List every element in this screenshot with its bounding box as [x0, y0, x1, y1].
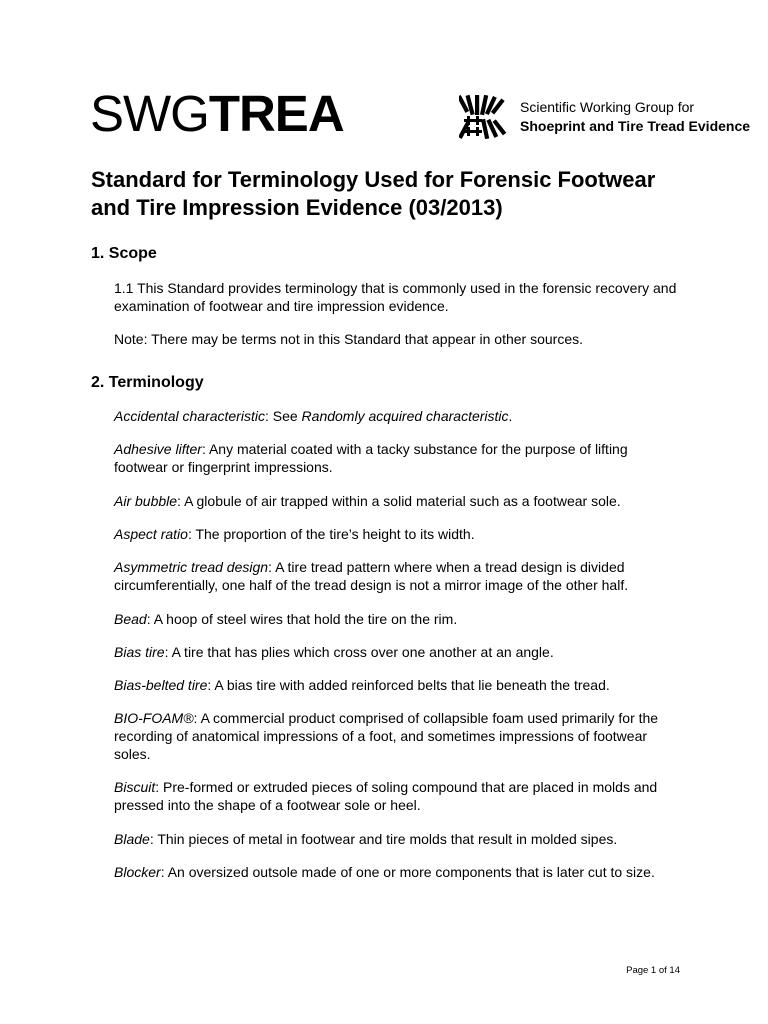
- term-name: Aspect ratio: [114, 526, 188, 542]
- term-definition: A hoop of steel wires that hold the tire on the rim.: [153, 611, 458, 627]
- term-separator: :: [164, 644, 172, 660]
- section-heading-scope: 1. Scope: [91, 245, 157, 262]
- term-separator: :: [177, 493, 185, 509]
- term-entry: [114, 676, 680, 694]
- term-name: Accidental characteristic: [114, 408, 265, 424]
- term-separator: :: [187, 526, 196, 542]
- term-name: Blade: [114, 831, 150, 847]
- term-definition: A commercial product comprised of collapsible foam used primarily for the recording of anatomical impressions of a foot, and sometimes impressions of footwear soles.: [114, 710, 659, 762]
- term-name: BIO-FOAM®: [114, 710, 194, 726]
- term-name: Air bubble: [114, 493, 178, 509]
- term-entry: [114, 863, 680, 881]
- term-definition: An oversized outsole made of one or more components that is later cut to size.: [167, 864, 655, 880]
- term-entry: [114, 709, 680, 763]
- swgtread-logo: [90, 85, 751, 142]
- term-name: Asymmetric tread design: [114, 559, 269, 575]
- term-name: Adhesive lifter: [114, 441, 202, 457]
- document-title: Standard for Terminology Used for Forensic Footwear and Tire Impression Evidence (03/2013): [91, 167, 656, 220]
- term-entry: [114, 778, 680, 814]
- term-separator: :: [268, 559, 276, 575]
- term-definition: A bias tire with added reinforced belts that lie beneath the tread.: [214, 677, 610, 693]
- logo-tagline-line2: Shoeprint and Tire Tread Evidence: [520, 118, 751, 134]
- term-separator: :: [160, 864, 168, 880]
- term-definition: A globule of air trapped within a solid material such as a footwear sole.: [184, 493, 621, 509]
- term-cross-reference: Randomly acquired characteristic: [301, 408, 509, 424]
- term-definition: Thin pieces of metal in footwear and tire molds that result in molded sipes.: [157, 831, 618, 847]
- logo-wordmark: [90, 85, 344, 142]
- term-name: Biscuit: [114, 779, 156, 795]
- logo-wordmark-light: SWG: [90, 85, 209, 142]
- logo-wordmark-heavy: TREA: [208, 85, 344, 142]
- scope-paragraph: 1.1 This Standard provides terminology that is commonly used in the forensic recovery and examination of footwear and tire impression evidence.: [114, 280, 677, 314]
- term-entry: [114, 643, 680, 661]
- term-entry: [114, 830, 680, 848]
- term-separator: :: [193, 710, 201, 726]
- page-number: Page 1 of 14: [626, 965, 680, 976]
- term-definition: The proportion of the tire’s height to its width.: [195, 526, 475, 542]
- term-definition-end: .: [508, 408, 513, 424]
- term-definition: A tire tread pattern where when a tread design is divided circumferentially, one half of the tread design is not a mirror image of the other half.: [114, 559, 629, 593]
- scope-note: Note: There may be terms not in this Standard that appear in other sources.: [114, 331, 583, 347]
- term-definition: A tire that has plies which cross over one another at an angle.: [171, 644, 554, 660]
- term-entry: [114, 407, 680, 425]
- term-separator: :: [146, 611, 154, 627]
- term-separator: :: [201, 441, 209, 457]
- term-definition: See: [272, 408, 302, 424]
- term-definition: Any material coated with a tacky substance for the purpose of lifting footwear or fingerprint impressions.: [114, 441, 628, 475]
- term-separator: :: [207, 677, 215, 693]
- term-name: Bead: [114, 611, 147, 627]
- term-separator: :: [264, 408, 273, 424]
- term-entry: [114, 440, 680, 476]
- term-entry: [114, 525, 680, 543]
- tire-tread-mark-icon: [459, 95, 507, 139]
- term-name: Blocker: [114, 864, 161, 880]
- logo-tagline: [520, 98, 750, 136]
- term-name: Bias-belted tire: [114, 677, 208, 693]
- term-separator: :: [155, 779, 164, 795]
- term-entry: [114, 492, 680, 510]
- term-definition: Pre-formed or extruded pieces of soling compound that are placed in molds and pressed into the shape of a footwear sole or heel.: [114, 779, 658, 813]
- term-entry: [114, 558, 680, 594]
- term-name: Bias tire: [114, 644, 165, 660]
- logo-tagline-line1: Scientific Working Group for: [520, 99, 695, 115]
- term-entry: [114, 610, 680, 628]
- term-separator: :: [149, 831, 158, 847]
- section-heading-terminology: 2. Terminology: [91, 374, 204, 391]
